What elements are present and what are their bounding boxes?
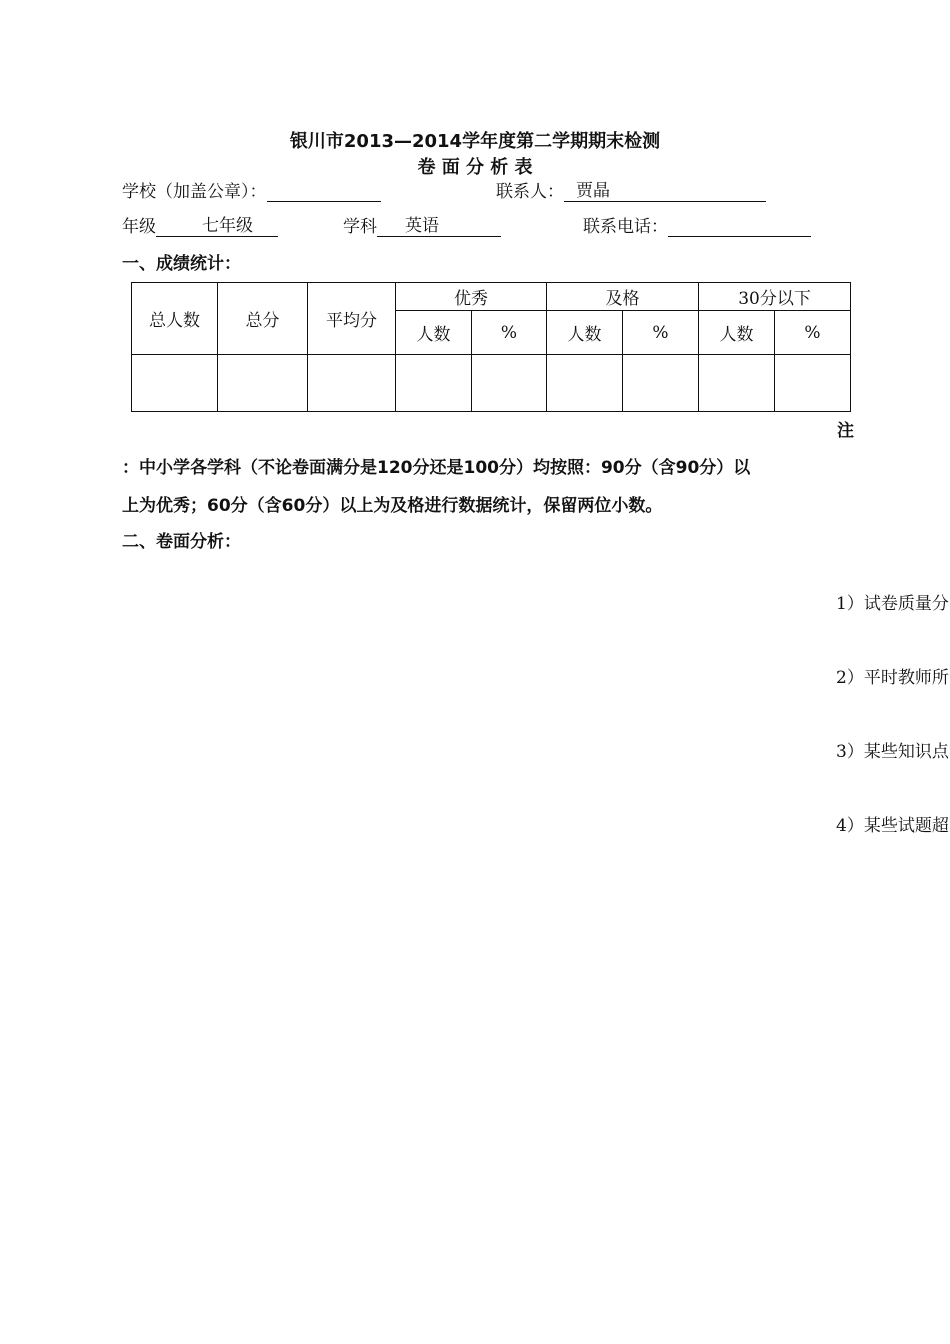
cell-average[interactable] (308, 355, 396, 412)
phone-field-row (583, 212, 811, 237)
analysis-item-3: 3）某些知识点 (836, 742, 949, 762)
cell-excellent-count[interactable] (396, 355, 472, 412)
note-line-1: ：中小学各学科（不论卷面满分是120分还是100分）均按照：90分（含90分）以 (122, 458, 751, 478)
note-mark: 注 (837, 421, 854, 441)
cell-pass-count[interactable] (547, 355, 623, 412)
contact-value[interactable]: 贾晶 (564, 181, 766, 202)
cell-excellent-percent[interactable] (472, 355, 547, 412)
document-title: 银川市2013—2014学年度第二学期期末检测 (289, 131, 661, 152)
school-input-line[interactable] (267, 183, 381, 202)
grade-value[interactable]: 七年级 (156, 216, 278, 237)
phone-input-line[interactable] (668, 218, 811, 237)
header-below30: 30分以下 (699, 283, 851, 311)
contact-field-row (496, 177, 766, 202)
school-field-row (122, 177, 381, 202)
header-total-score: 总分 (218, 283, 308, 355)
grade-label: 年级 (122, 217, 156, 237)
score-stats-table (131, 282, 851, 412)
note-line-2: 上为优秀；60分（含60分）以上为及格进行数据统计，保留两位小数。 (122, 496, 663, 516)
contact-label: 联系人： (496, 182, 564, 202)
analysis-item-2: 2）平时教师所 (836, 668, 949, 688)
header-pass-percent: % (623, 311, 699, 355)
subject-value[interactable]: 英语 (377, 216, 501, 237)
school-label: 学校（加盖公章）： (122, 182, 267, 202)
cell-below30-percent[interactable] (775, 355, 851, 412)
table-row (132, 355, 851, 412)
cell-pass-percent[interactable] (623, 355, 699, 412)
header-excellent-percent: % (472, 311, 547, 355)
subject-label: 学科 (343, 217, 377, 237)
header-below30-count: 人数 (699, 311, 775, 355)
cell-total-score[interactable] (218, 355, 308, 412)
cell-below30-count[interactable] (699, 355, 775, 412)
analysis-item-1: 1）试卷质量分 (836, 594, 949, 614)
phone-label: 联系电话： (583, 217, 668, 237)
header-total-students: 总人数 (132, 283, 218, 355)
section1-heading: 一、成绩统计： (122, 254, 241, 274)
header-pass-count: 人数 (547, 311, 623, 355)
section2-heading: 二、卷面分析： (122, 532, 241, 552)
header-excellent: 优秀 (396, 283, 547, 311)
header-pass: 及格 (547, 283, 699, 311)
cell-total-students[interactable] (132, 355, 218, 412)
header-average: 平均分 (308, 283, 396, 355)
analysis-item-4: 4）某些试题超 (836, 816, 949, 836)
subject-field-row (343, 212, 501, 237)
header-below30-percent: % (775, 311, 851, 355)
document-subtitle: 卷 面 分 析 表 (417, 157, 533, 178)
grade-field-row (122, 212, 278, 237)
header-excellent-count: 人数 (396, 311, 472, 355)
table-header-row (132, 283, 851, 311)
